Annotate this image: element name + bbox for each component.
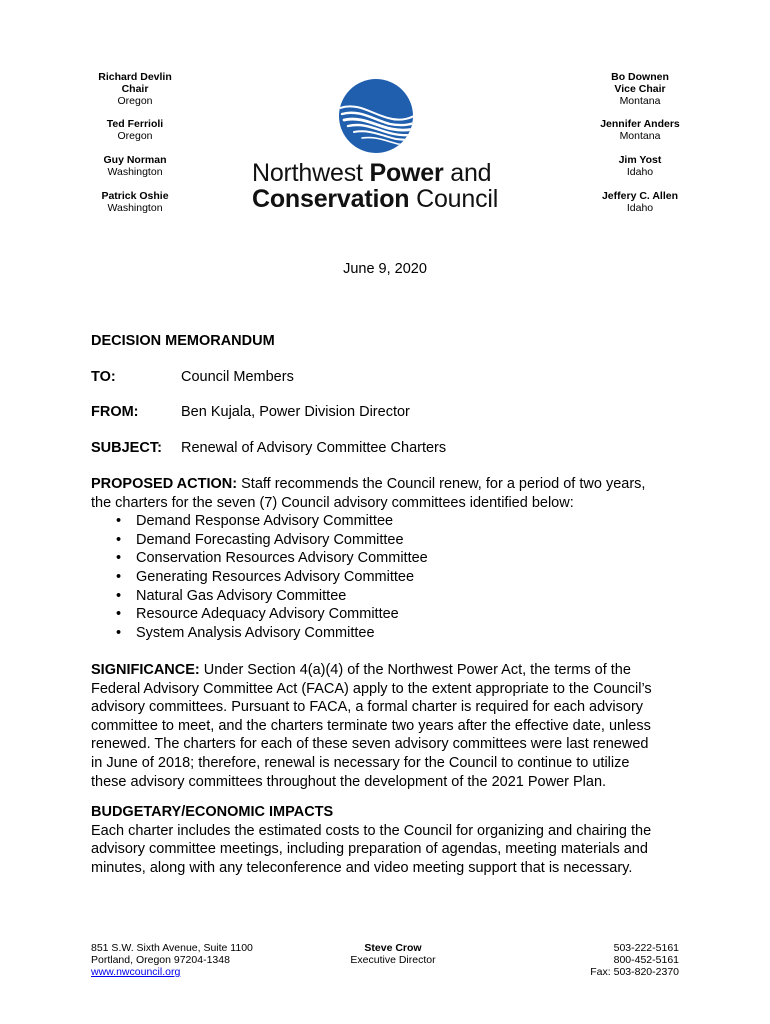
member-name: Ted Ferrioli xyxy=(106,118,164,130)
list-item: • Generating Resources Advisory Committee xyxy=(91,568,691,587)
fax-number: Fax: 503-820-2370 xyxy=(590,966,679,978)
from-label: FROM: xyxy=(91,404,139,420)
council-logo-icon xyxy=(338,78,414,154)
budgetary-line: Each charter includes the estimated costs to the Council for organizing and chairing the xyxy=(91,822,652,839)
significance-line: in June of 2018; therefore, renewal is necessary for the Council to continue to utilize xyxy=(91,754,630,771)
memo-date: June 9, 2020 xyxy=(343,261,427,277)
list-item: • Demand Response Advisory Committee xyxy=(91,512,691,531)
subject-value: Renewal of Advisory Committee Charters xyxy=(181,440,447,456)
logo-word-conservation: Conservation xyxy=(252,185,410,213)
significance-line-1 xyxy=(91,661,711,680)
member-name: Guy Norman xyxy=(103,154,167,166)
significance-line: Federal Advisory Committee Act (FACA) apply to the extent appropriate to the Council’s xyxy=(91,680,652,697)
member-name: Jennifer Anders xyxy=(600,118,680,130)
significance-section xyxy=(91,661,711,791)
list-item: • Resource Adequacy Advisory Committee xyxy=(91,605,691,624)
member-role: Vice Chair xyxy=(614,83,666,95)
budgetary-section xyxy=(91,803,711,877)
director-title: Executive Director xyxy=(350,954,436,966)
proposed-action-section xyxy=(91,475,691,642)
member-state: Washington xyxy=(107,166,163,178)
member-state: Washington xyxy=(107,202,163,214)
address-line-1: 851 S.W. Sixth Avenue, Suite 1100 xyxy=(91,942,253,954)
logo-word-northwest: Northwest xyxy=(252,159,370,187)
member-name: Bo Downen xyxy=(611,71,669,83)
significance-line: these advisory committees throughout the development of the 2021 Power Plan. xyxy=(91,773,607,790)
memo-title: DECISION MEMORANDUM xyxy=(91,333,275,349)
list-item: • Conservation Resources Advisory Committee xyxy=(91,549,691,568)
phone-1: 503-222-5161 xyxy=(613,942,679,954)
list-item: • Natural Gas Advisory Committee xyxy=(91,587,691,606)
budgetary-line: advisory committee meetings, including preparation of agendas, meeting materials and xyxy=(91,841,648,858)
logo-word-and: and xyxy=(443,159,492,187)
footer-contact xyxy=(560,942,679,978)
logo-word-power: Power xyxy=(369,159,444,187)
phone-2: 800-452-5161 xyxy=(613,954,679,966)
website-link[interactable]: www.nwcouncil.org xyxy=(91,966,181,978)
member-name: Jeffery C. Allen xyxy=(601,190,679,202)
member-guy-norman xyxy=(80,154,190,178)
member-jim-yost xyxy=(578,154,702,178)
member-patrick-oshie xyxy=(80,190,190,214)
memo-to-row xyxy=(91,369,294,385)
member-state: Oregon xyxy=(117,130,153,142)
proposed-action-label: PROPOSED ACTION: xyxy=(91,476,238,492)
member-jennifer-anders xyxy=(578,118,702,142)
proposed-text-1: Staff recommends the Council renew, for a period of two years, xyxy=(237,476,646,492)
budgetary-line: minutes, along with any teleconference and video meeting support that is necessary. xyxy=(91,859,633,876)
member-ted-ferrioli xyxy=(80,118,190,142)
director-name: Steve Crow xyxy=(364,942,422,954)
proposed-line-1 xyxy=(91,475,691,494)
significance-line: renewed. The charters for each of these seven advisory committees were last renewed xyxy=(91,736,649,753)
member-state: Oregon xyxy=(117,95,153,107)
significance-line: advisory committees. Pursuant to FACA, a formal charter is required for each advisory xyxy=(91,699,644,716)
proposed-line-2: the charters for the seven (7) Council advisory committees identified below: xyxy=(91,494,574,511)
member-bo-downen xyxy=(578,71,702,107)
to-value: Council Members xyxy=(181,369,294,385)
footer-director xyxy=(313,942,473,966)
memo-from-row xyxy=(91,404,410,420)
to-label: TO: xyxy=(91,369,116,385)
council-logo-text xyxy=(252,160,512,212)
list-item: • Demand Forecasting Advisory Committee xyxy=(91,531,691,550)
member-role: Chair xyxy=(121,83,149,95)
member-name: Richard Devlin xyxy=(98,71,172,83)
budgetary-heading: BUDGETARY/ECONOMIC IMPACTS xyxy=(91,804,334,820)
member-name: Jim Yost xyxy=(618,154,662,166)
member-state: Idaho xyxy=(626,166,654,178)
member-state: Idaho xyxy=(626,202,654,214)
committee-list xyxy=(91,512,691,642)
member-state: Montana xyxy=(619,95,661,107)
significance-label: SIGNIFICANCE: xyxy=(91,662,200,678)
from-value: Ben Kujala, Power Division Director xyxy=(181,404,410,420)
member-jeffery-allen xyxy=(578,190,702,214)
logo-line-1 xyxy=(252,160,512,186)
memo-subject-row xyxy=(91,440,446,456)
member-name: Patrick Oshie xyxy=(101,190,169,202)
significance-line: committee to meet, and the charters terminate two years after the effective date, unless xyxy=(91,717,651,734)
subject-label: SUBJECT: xyxy=(91,440,162,456)
list-item: • System Analysis Advisory Committee xyxy=(91,624,691,643)
logo-line-2 xyxy=(252,186,512,212)
address-line-2: Portland, Oregon 97204-1348 xyxy=(91,954,230,966)
member-state: Montana xyxy=(619,130,661,142)
logo-word-council: Council xyxy=(409,185,499,213)
significance-text-1: Under Section 4(a)(4) of the Northwest Power Act, the terms of the xyxy=(199,662,631,678)
member-richard-devlin xyxy=(80,71,190,107)
footer-address xyxy=(91,942,253,978)
